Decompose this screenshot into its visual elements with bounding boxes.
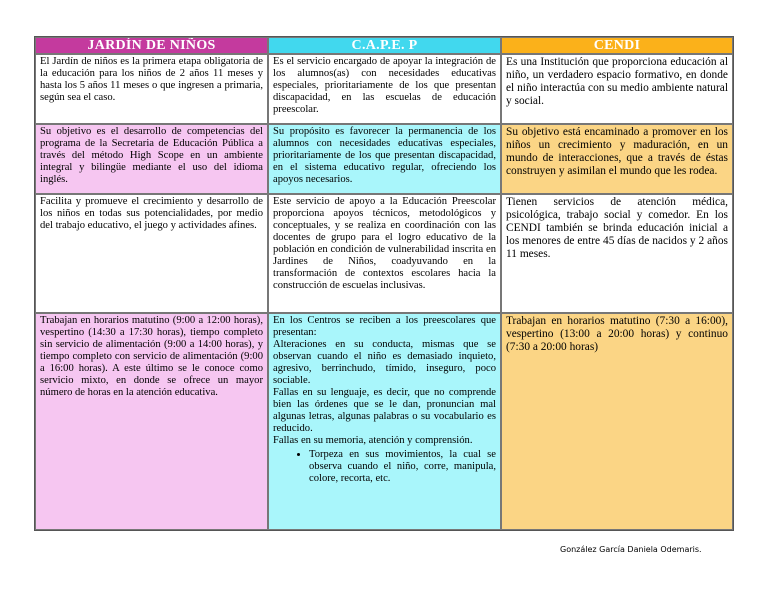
cell-cendi-definition: Es una Institución que proporciona educación al niño, un verdadero espacio formativo, en donde el niño interactúa con su medio ambiente natural y social.: [501, 54, 733, 124]
cell-cendi-objective: Su objetivo está encaminado a promover en los niños un crecimiento y maduración, en un mundo de interacciones, que a través de éstas construyen y asimilan el mundo que les rodea.: [501, 124, 733, 194]
cell-capep-objective: Su propósito es favorecer la permanencia de los alumnos con necesidades educativas especiales, prioritariamente de los que presentan discapacidad, en el sistema educativo regular, ofreciendo los apoyos necesarios.: [268, 124, 501, 194]
cell-cendi-schedule: Trabajan en horarios matutino (7:30 a 16:00), vespertino (13:00 a 20:00 horas) y continuo (7:30 a 20:00 horas): [501, 313, 733, 530]
header-jardin: JARDÍN DE NIÑOS: [35, 37, 268, 54]
capep-population-language: Fallas en su lenguaje, es decir, que no comprende bien las órdenes que se le dan, pronuncian mal algunas letras, algunas palabras o su vocabulario es reducido.: [273, 387, 496, 434]
cell-jardin-definition: El Jardín de niños es la primera etapa obligatoria de la educación para los niños de 2 años 11 meses y hasta los 5 años 11 meses o que ingresen a primaria, según sea el caso.: [35, 54, 268, 124]
cell-jardin-services: Facilita y promueve el crecimiento y desarrollo de los niños en todas sus potencialidades, por medio del trabajo educativo, el juego y actividades afines.: [35, 194, 268, 313]
capep-population-conduct: Alteraciones en su conducta, mismas que se observan cuando el niño es demasiado inquieto, agresivo, berrinchudo, tímido, inseguro, poco sociable.: [273, 339, 496, 386]
author-footer: González García Daniela Odemaris.: [560, 545, 702, 554]
comparison-table: [34, 36, 734, 531]
cell-capep-population: [268, 313, 501, 530]
cell-capep-definition: Es el servicio encargado de apoyar la integración de los alumnos(as) con necesidades educativas especiales, prioritariamente de los que presentan discapacidad, en las escuelas de educación preescolar.: [268, 54, 501, 124]
capep-population-motor: • Torpeza en sus movimientos, la cual se observa cuando el niño, corre, manipula, colore, recorta, etc.: [309, 449, 496, 485]
capep-population-memory: Fallas en su memoria, atención y comprensión.: [273, 435, 473, 446]
cell-jardin-objective: Su objetivo es el desarrollo de competencias del programa de la Secretaria de Educación Pública a través del método High Scope en un ambiente integral y bilingüe mediante el uso del idioma inglés.: [35, 124, 268, 194]
header-cendi: CENDI: [501, 37, 733, 54]
capep-population-list: [273, 449, 496, 485]
cell-capep-services: Este servicio de apoyo a la Educación Preescolar proporciona apoyos técnicos, metodológicos y conceptuales, y se realiza en coordinación con las docentes de grupo para el logro educativo de la población en condición de vulnerabilidad inscrita en Jardines de Niños, coadyuvando en la transformación de contextos escolares hacia la construcción de escuelas inclusivas.: [268, 194, 501, 313]
cell-jardin-schedule: Trabajan en horarios matutino (9:00 a 12:00 horas), vespertino (14:30 a 17:30 horas), tiempo completo sin servicio de alimentación (9:00 a 14:00 horas), y tiempo completo con servicio de alimentación (9:00 a 16:00 horas). A este último se le conoce como servicio mixto, en donde se ofrece un mayor número de horas en la atención educativa.: [35, 313, 268, 530]
capep-population-intro: En los Centros se reciben a los preescolares que presentan:: [273, 315, 496, 338]
header-capep: C.A.P.E. P: [268, 37, 501, 54]
cell-cendi-services: Tienen servicios de atención médica, psicológica, trabajo social y comedor. En los CENDI también se brinda educación inicial a los menores de entre 45 días de nacidos y 2 años 11 meses.: [501, 194, 733, 313]
